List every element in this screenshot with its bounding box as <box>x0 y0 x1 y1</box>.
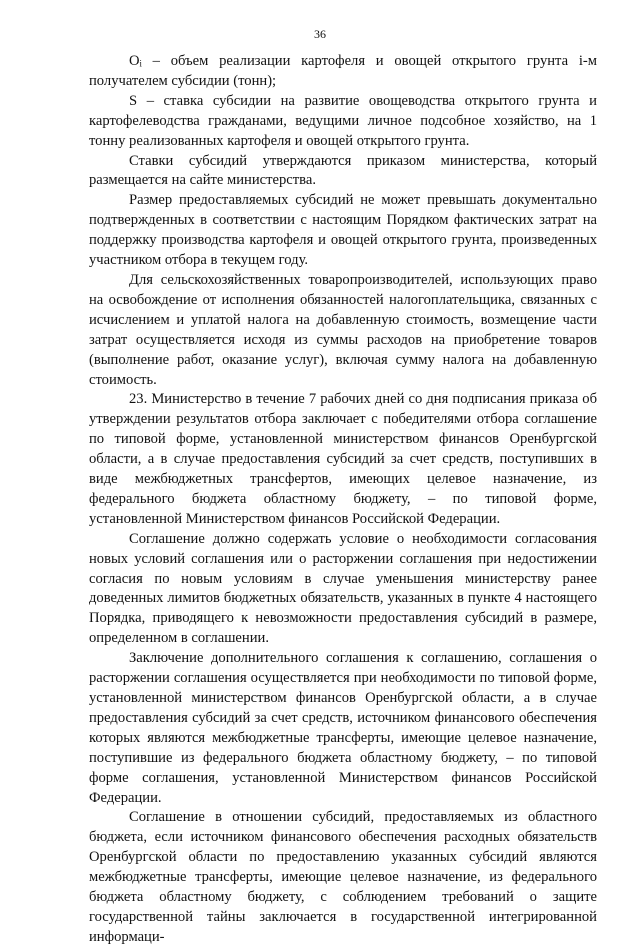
paragraph-additional-agreement: Заключение дополнительного соглашения к соглашению, соглашения о расторжении соглашения осуществляется при необходимости по типовой форме, установленной министерством финансов Оренбургской области, а в случае предоставления субсидий за счет средств, источником финансового обеспечения которых являются межбюджетные трансферты, имеющие целевое назначение, поступившие из федерального бюджета областному бюджету, – по типовой форме соглашения, установленной Министерством финансов Российской Федерации. <box>89 650 597 806</box>
paragraph-clause-23: 23. Министерство в течение 7 рабочих дней со дня подписания приказа об утверждении результатов отбора заключает с победителями отбора соглашение по типовой форме, установленной министерством финансов Оренбургской области, а в случае предоставления субсидий за счет средств, поступивших в виде межбюджетных трансфертов, имеющих целевое назначение, из федерального бюджета областному бюджету, – по типовой форме, установленной Министерством финансов Российской Федерации. <box>89 391 597 527</box>
paragraph-subsidy-rates: Ставки субсидий утверждаются приказом министерства, который размещается на сайте министерства. <box>89 152 597 189</box>
paragraph-vat-exemption: Для сельскохозяйственных товаропроизводителей, использующих право на освобождение от исполнения обязанностей налогоплательщика, связанных с исчислением и уплатой налога на добавленную стоимость, возмещение части затрат осуществляется исходя из суммы расходов на приобретение товаров (выполнение работ, оказание услуг), включая сумму налога на добавленную стоимость. <box>89 271 597 388</box>
paragraph-s-definition: S – ставка субсидии на развитие овощеводства открытого грунта и картофелеводства гражданами, ведущими личное подсобное хозяйство, на 1 тонну реализованных картофеля и овощей открытого грунта. <box>89 92 597 149</box>
page-number: 36 <box>314 27 326 41</box>
paragraph-agreement-conditions: Соглашение должно содержать условие о необходимости согласования новых условий соглашения или о расторжении соглашения при недостижении согласия по новым условиям в случае уменьшения министерству ранее доведенных лимитов бюджетных обязательств, указанных в пункте 4 настоящего Порядка, приводящего к невозможности предоставления субсидий в размере, определенном в соглашении. <box>89 530 597 647</box>
paragraph-federal-agreement: Соглашение в отношении субсидий, предоставляемых из областного бюджета, если источником финансового обеспечения расходных обязательств Оренбургской области по предоставлению указанных субсидий являются межбюджетные трансферты, имеющие целевое назначение, из федерального бюджета областному бюджету, с соблюдением требований о защите государственной тайны заключается в государственной интегрированной информаци- <box>89 809 597 945</box>
paragraph-oi-definition: Oᵢ – объем реализации картофеля и овощей открытого грунта i-м получателем субсидии (тонн); <box>89 53 597 89</box>
document-body <box>89 52 597 948</box>
paragraph-subsidy-limit: Размер предоставляемых субсидий не может превышать документально подтвержденных в соответствии с настоящим Порядком фактических затрат на поддержку производства картофеля и овощей открытого грунта, произведенных участником отбора в текущем году. <box>89 192 597 269</box>
